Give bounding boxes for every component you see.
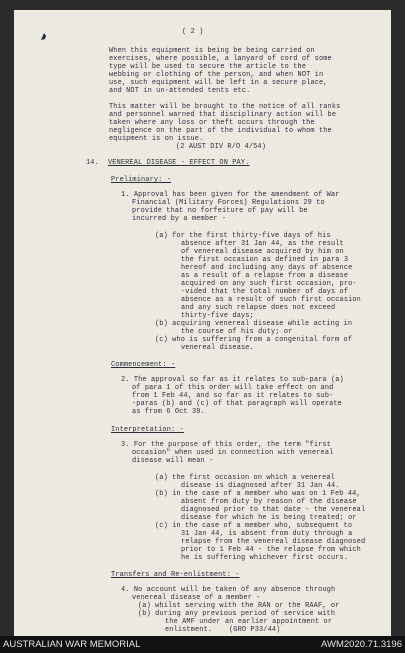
para2-line: as from 6 Oct 39.: [132, 408, 205, 416]
section-number: 14.: [86, 159, 99, 167]
item-a-line: hereof and including any days of absence: [181, 264, 353, 272]
interp-item-b-line: disease for which he is being treated; or: [181, 514, 357, 522]
para3-line: 3. For the purpose of this order, the term "first: [121, 441, 331, 449]
item-a-line: of venereal disease acquired by him on: [181, 248, 344, 256]
item-a-line: thirty-five days;: [181, 312, 254, 320]
catalogue-number: AWM2020.71.3196: [321, 639, 402, 650]
intro-line: exercises, where possible, a lanyard of cord of some: [109, 55, 332, 63]
notice-line: taken where any loss or theft occurs through the: [109, 119, 315, 127]
item-c-line: venereal disease.: [181, 344, 254, 352]
pen-mark-icon: [40, 31, 48, 41]
para1-line: Financial (Military Forces) Regulations 29 to: [132, 199, 325, 207]
notice-line: and personnel warned that disciplinary action will be: [109, 111, 337, 119]
intro-line: and NOT in un-attended tents etc.: [109, 87, 251, 95]
transfers-item-b-line: enlistment.: [165, 626, 213, 634]
page-number: ( 2 ): [182, 28, 204, 36]
para4-line: venereal disease of a member -: [132, 594, 261, 602]
intro-line: When this equipment is being be being carried on: [109, 47, 315, 55]
item-a-line: -vided that the total number of days of: [181, 288, 349, 296]
intro-line: webbing or clothing of the person, and when NOT in: [109, 71, 324, 79]
heading-interpretation: Interpretation: -: [111, 426, 184, 434]
notice-line: This matter will be brought to the notice of all ranks: [109, 103, 341, 111]
item-a-line: (a) for the first thirty-five days of his: [155, 232, 331, 240]
para2-line: from 1 Feb 44, and so far as it relates to sub-: [132, 392, 334, 400]
para4-line: 4. No account will be taken of any absence through: [121, 586, 336, 594]
intro-line: use, such equipment will be left in a secure place,: [109, 79, 328, 87]
item-a-line: absence as a result of such first occasion: [181, 296, 361, 304]
para1-line: 1. Approval has been given for the amendment of War: [121, 191, 340, 199]
para1-line: incurred by a member -: [132, 215, 227, 223]
para3-line: disease will mean -: [132, 457, 214, 465]
interp-item-c-line: relapse from the venereal disease diagnosed: [181, 538, 366, 546]
item-a-line: acquired on any such first occasion, pro-: [181, 280, 357, 288]
item-c-line: (c) who is suffering from a congenital form of: [155, 336, 353, 344]
heading-commencement: Commencement: -: [111, 361, 176, 369]
heading-preliminary: Preliminary: -: [111, 176, 171, 184]
transfers-reference: (GRO P33/44): [229, 626, 281, 634]
item-b-line: the course of his duty; or: [181, 328, 293, 336]
para2-line: of para 1 of this order will take effect on and: [132, 384, 334, 392]
interp-item-b-line: absent from duty by reason of the disease: [181, 498, 357, 506]
interp-item-a-line: disease is diagnosed after 31 Jan 44.: [181, 482, 340, 490]
document-page: [14, 10, 391, 636]
para2-line: 2. The approval so far as it relates to sub-para (a): [121, 376, 344, 384]
notice-line: equipment is on issue.: [109, 135, 204, 143]
footer-bar: [0, 636, 405, 653]
item-a-line: absence after 31 Jan 44, as the result: [181, 240, 344, 248]
item-b-line: (b) acquiring venereal disease while acting in: [155, 320, 353, 328]
para1-line: provide that no forfeiture of pay will be: [132, 207, 308, 215]
interp-item-c-line: (c) in the case of a member who, subsequent to: [155, 522, 353, 530]
transfers-item-b-line: the AMF under an earlier appointment or: [165, 618, 333, 626]
interp-item-a-line: (a) the first occasion on which a venereal: [155, 474, 335, 482]
interp-item-b-line: (b) in the case of a member who was on 1 Feb 44,: [155, 490, 361, 498]
heading-transfers: Transfers and Re-enlistment: -: [111, 571, 240, 579]
intro-line: type will be used to secure the article to the: [109, 63, 307, 71]
interp-item-c-line: he is suffering whichever first occurs.: [181, 554, 349, 562]
interp-item-c-line: 31 Jan 44, is absent from duty through a: [181, 530, 353, 538]
transfers-item-b-line: (b) during any previous period of service with: [138, 610, 336, 618]
item-a-line: the first occasion as defined in para 3: [181, 256, 349, 264]
item-a-line: and any such relapse does not exceed: [181, 304, 336, 312]
transfers-item-a: (a) whilst serving with the RAN or the RAAF, or: [138, 602, 340, 610]
notice-reference: (2 AUST DIV R/O 4/54): [176, 143, 266, 151]
section-title: VENEREAL DISEASE - EFFECT ON PAY.: [108, 159, 250, 167]
para3-line: occasion" when used in connection with venereal: [132, 449, 334, 457]
institution-name: AUSTRALIAN WAR MEMORIAL: [3, 639, 141, 650]
item-a-line: as a result of a relapse from a disease: [181, 272, 349, 280]
interp-item-c-line: prior to 1 Feb 44 - the relapse from which: [181, 546, 361, 554]
para2-line: -paras (b) and (c) of that paragraph will operate: [132, 400, 342, 408]
interp-item-b-line: diagnosed prior to that date - the venereal: [181, 506, 366, 514]
notice-line: negligence on the part of the individual to whom the: [109, 127, 332, 135]
